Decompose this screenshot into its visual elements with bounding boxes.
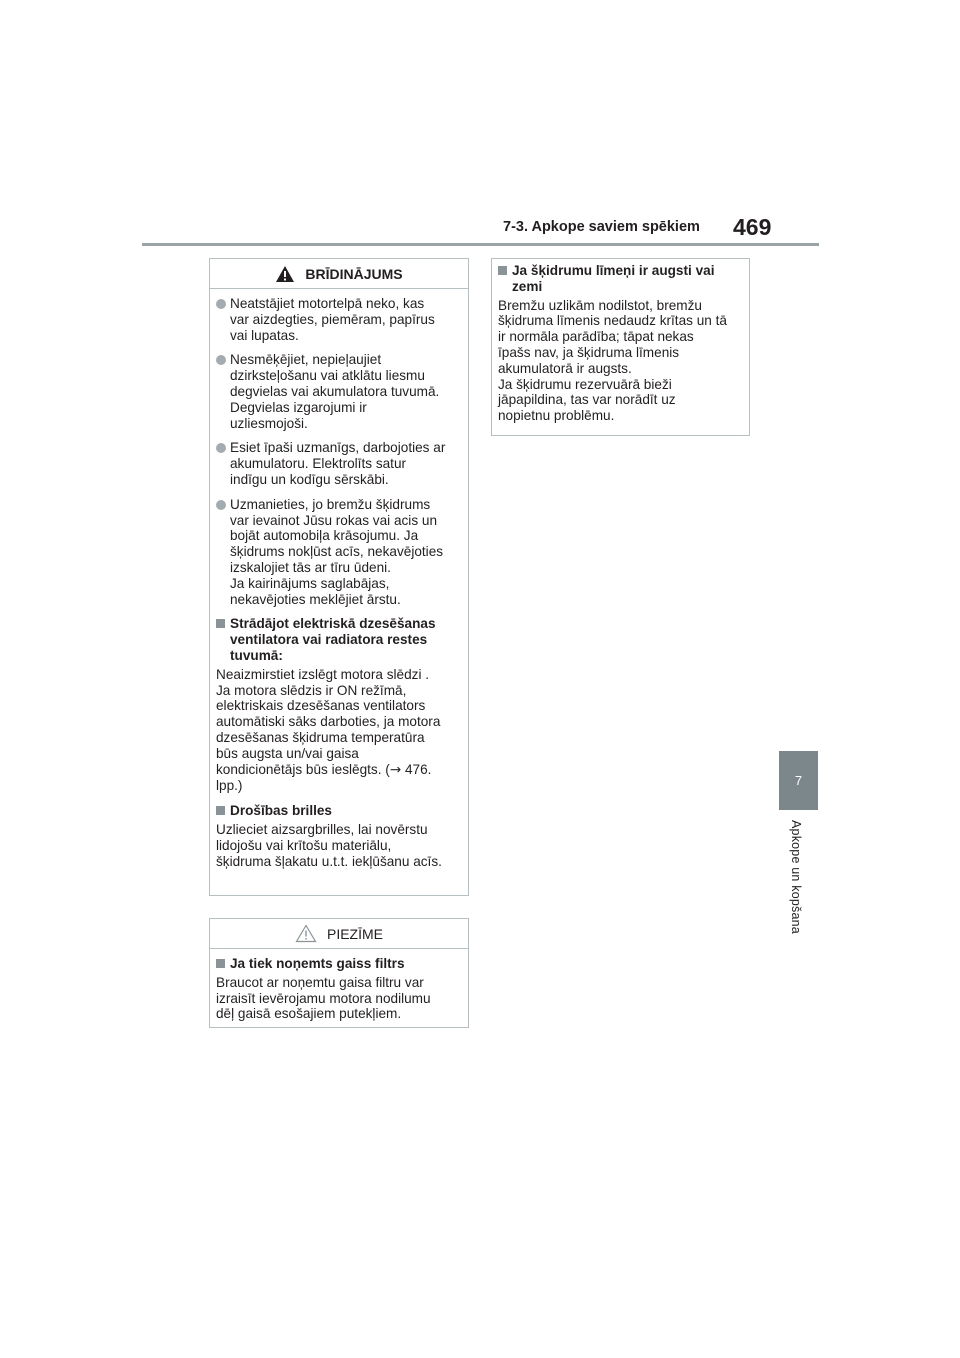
cooling-fan-text-main: Neaizmirstiet izslēgt motora slēdzi . Ja motora slēdzis ir ON režīmā, elektriskais dzesēšanas ventilators automātiski sāks darboties, ja motora dzesēšanas šķidruma temperatūra būs augsta un/vai gaisa kondicionētājs būs ieslēgts. ( [216, 666, 441, 777]
warning-bullet-text: Nesmēķējiet, nepieļaujiet dzirksteļošanu vai atklātu liesmu degvielas vai akumulatora tuvumā. Degvielas izgarojumi ir uzliesmojoši. [230, 352, 440, 431]
warning-box-header [210, 259, 468, 289]
cooling-fan-text [216, 667, 462, 794]
fluid-levels-body [492, 259, 749, 437]
fluid-levels-box [491, 258, 750, 436]
note-box-body [210, 949, 468, 1035]
air-filter-heading: Ja tiek noņemts gaiss filtrs [216, 956, 462, 972]
warning-box [209, 258, 469, 896]
chapter-number: 7 [794, 773, 803, 788]
fluid-levels-text: Bremžu uzlikām nodilstot, bremžu šķidruma līmenis nedaudz krītas un tā ir normāla parādība; tāpat nekas īpašs nav, ja šķidruma līmenis akumulatorā ir augsts. Ja šķidrumu rezervuārā bieži jāpapildina, tas var norādīt uz nopietnu problēmu. [498, 297, 727, 424]
warning-title: BRĪDINĀJUMS [305, 265, 403, 282]
page-number: 469 [733, 214, 772, 240]
safety-glasses-heading: Drošības brilles [216, 803, 462, 819]
safety-glasses-text: Uzlieciet aizsargbrilles, lai novērstu lidojošu vai krītošu materiālu, šķidruma šļakatu u.t.t. iekļūšanu acīs. [216, 821, 442, 869]
warning-triangle-icon [275, 265, 295, 283]
warning-box-body [210, 289, 468, 882]
air-filter-text: Braucot ar noņemtu gaisa filtru var izraisīt ievērojamu motora nodilumu dēļ gaisā esošajiem putekļiem. [216, 974, 431, 1022]
note-title: PIEZĪME [326, 925, 383, 942]
cooling-fan-heading: Strādājot elektriskā dzesēšanas ventilatora vai radiatora restes tuvumā: [216, 616, 462, 663]
section-title: 7-3. Apkope saviem spēkiem [503, 219, 700, 235]
page-reference-link[interactable]: 476. lpp.) [216, 761, 432, 794]
warning-bullet [216, 497, 462, 608]
warning-bullet [216, 352, 462, 431]
warning-bullet [216, 440, 462, 487]
note-box [209, 918, 469, 1028]
warning-bullet-text: Esiet īpaši uzmanīgs, darbojoties ar akumulatoru. Elektrolīts satur indīgu un kodīgu sērskābi. [230, 440, 446, 487]
page-ref-arrow-icon: → [389, 761, 402, 778]
caution-triangle-icon [295, 924, 317, 943]
chapter-label: Apkope un kopšana [789, 820, 803, 934]
warning-bullet [216, 296, 462, 343]
note-box-header [210, 919, 468, 949]
chapter-tab[interactable] [779, 751, 818, 810]
fluid-levels-heading: Ja šķidrumu līmeņi ir augsti vai zemi [498, 263, 743, 295]
warning-bullet-text: Neatstājiet motortelpā neko, kas var aizdegties, piemēram, papīrus vai lupatas. [230, 296, 435, 343]
header-divider [142, 243, 819, 246]
warning-bullet-text: Uzmanieties, jo bremžu šķidrums var ievainot Jūsu rokas vai acis un bojāt automobiļa krāsojumu. Ja šķidrums nokļūst acīs, nekavējoties izskalojiet tās ar tīru ūdeni. Ja kairinājums saglabājas, nekavējoties meklējiet ārstu. [230, 496, 444, 607]
